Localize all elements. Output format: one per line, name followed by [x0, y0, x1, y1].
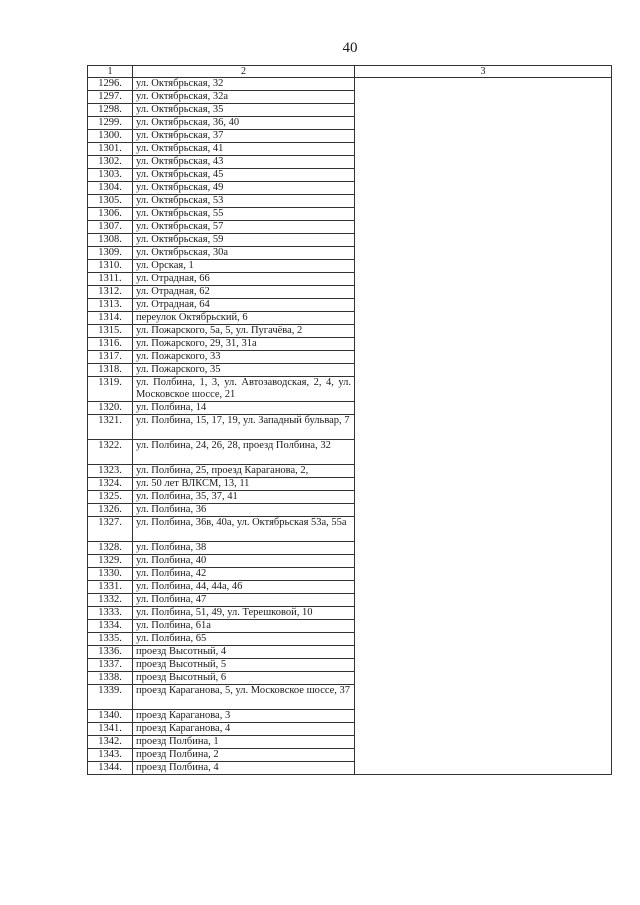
row-address: ул. Октябрьская, 32 — [133, 78, 355, 91]
row-address: ул. Пожарского, 33 — [133, 351, 355, 364]
row-address: ул. Полбина, 44, 44а, 46 — [133, 581, 355, 594]
row-number: 1296. — [88, 78, 133, 91]
row-number: 1301. — [88, 143, 133, 156]
row-number: 1304. — [88, 182, 133, 195]
row-address: ул. Отрадная, 62 — [133, 286, 355, 299]
row-address: ул. Октябрьская, 45 — [133, 169, 355, 182]
row-address: ул. Полбина, 1, 3, ул. Автозаводская, 2, 4, ул. Московское шоссе, 21 — [133, 377, 355, 402]
row-address: ул. Октябрьская, 36, 40 — [133, 117, 355, 130]
row-number: 1339. — [88, 685, 133, 710]
row-number: 1314. — [88, 312, 133, 325]
row-address: ул. Пожарского, 5а, 5, ул. Пугачёва, 2 — [133, 325, 355, 338]
row-address: ул. Полбина, 38 — [133, 542, 355, 555]
row-number: 1333. — [88, 607, 133, 620]
row-number: 1311. — [88, 273, 133, 286]
column-header-address: 2 — [133, 66, 355, 78]
row-address: проезд Высотный, 5 — [133, 659, 355, 672]
row-address: ул. Полбина, 35, 37, 41 — [133, 491, 355, 504]
row-address: ул. Октябрьская, 49 — [133, 182, 355, 195]
row-number: 1330. — [88, 568, 133, 581]
row-number: 1320. — [88, 402, 133, 415]
row-number: 1341. — [88, 723, 133, 736]
row-address: проезд Полбина, 1 — [133, 736, 355, 749]
table-header-row — [88, 66, 612, 78]
row-number: 1329. — [88, 555, 133, 568]
row-address: ул. Октябрьская, 35 — [133, 104, 355, 117]
row-address: ул. Отрадная, 66 — [133, 273, 355, 286]
row-number: 1307. — [88, 221, 133, 234]
page-number: 40 — [342, 40, 358, 56]
row-address: ул. Пожарского, 35 — [133, 364, 355, 377]
row-number: 1317. — [88, 351, 133, 364]
row-number: 1336. — [88, 646, 133, 659]
row-number: 1324. — [88, 478, 133, 491]
row-address: ул. Октябрьская, 57 — [133, 221, 355, 234]
row-address: проезд Караганова, 5, ул. Московское шоссе, 37 — [133, 685, 355, 710]
row-address: ул. Отрадная, 64 — [133, 299, 355, 312]
row-number: 1328. — [88, 542, 133, 555]
row-address: проезд Караганова, 3 — [133, 710, 355, 723]
row-number: 1335. — [88, 633, 133, 646]
row-number: 1309. — [88, 247, 133, 260]
row-address: ул. Октябрьская, 55 — [133, 208, 355, 221]
row-address: ул. Полбина, 61а — [133, 620, 355, 633]
row-address: ул. Полбина, 25, проезд Караганова, 2, — [133, 465, 355, 478]
notes-cell — [355, 78, 612, 775]
row-number: 1327. — [88, 517, 133, 542]
row-number: 1308. — [88, 234, 133, 247]
row-address: ул. Орская, 1 — [133, 260, 355, 273]
row-number: 1326. — [88, 504, 133, 517]
row-number: 1342. — [88, 736, 133, 749]
row-address: ул. Полбина, 36 — [133, 504, 355, 517]
row-number: 1303. — [88, 169, 133, 182]
row-address: проезд Караганова, 4 — [133, 723, 355, 736]
row-number: 1319. — [88, 377, 133, 402]
row-number: 1344. — [88, 762, 133, 775]
row-number: 1298. — [88, 104, 133, 117]
row-number: 1310. — [88, 260, 133, 273]
row-address: ул. Полбина, 15, 17, 19, ул. Западный бульвар, 7 — [133, 415, 355, 440]
row-address: ул. Полбина, 14 — [133, 402, 355, 415]
row-number: 1300. — [88, 130, 133, 143]
row-number: 1302. — [88, 156, 133, 169]
row-address: ул. Полбина, 24, 26, 28, проезд Полбина, 32 — [133, 440, 355, 465]
row-address: ул. Октябрьская, 41 — [133, 143, 355, 156]
address-table — [87, 65, 612, 775]
row-number: 1331. — [88, 581, 133, 594]
table-body — [88, 78, 612, 775]
row-address: ул. Полбина, 36в, 40а, ул. Октябрьская 53а, 55а — [133, 517, 355, 542]
row-number: 1340. — [88, 710, 133, 723]
row-number: 1343. — [88, 749, 133, 762]
row-number: 1325. — [88, 491, 133, 504]
row-number: 1334. — [88, 620, 133, 633]
row-address: ул. Полбина, 51, 49, ул. Терешковой, 10 — [133, 607, 355, 620]
row-address: ул. 50 лет ВЛКСМ, 13, 11 — [133, 478, 355, 491]
row-address: ул. Октябрьская, 53 — [133, 195, 355, 208]
row-address: ул. Октябрьская, 30а — [133, 247, 355, 260]
row-number: 1315. — [88, 325, 133, 338]
column-header-number: 1 — [88, 66, 133, 78]
row-number: 1323. — [88, 465, 133, 478]
row-number: 1338. — [88, 672, 133, 685]
row-number: 1312. — [88, 286, 133, 299]
row-number: 1305. — [88, 195, 133, 208]
row-address: ул. Октябрьская, 43 — [133, 156, 355, 169]
row-address: проезд Полбина, 2 — [133, 749, 355, 762]
row-address: ул. Октябрьская, 32а — [133, 91, 355, 104]
row-number: 1297. — [88, 91, 133, 104]
row-number: 1306. — [88, 208, 133, 221]
row-address: проезд Высотный, 6 — [133, 672, 355, 685]
row-address: проезд Полбина, 4 — [133, 762, 355, 775]
row-address: ул. Октябрьская, 37 — [133, 130, 355, 143]
row-number: 1337. — [88, 659, 133, 672]
row-number: 1313. — [88, 299, 133, 312]
row-address: ул. Полбина, 40 — [133, 555, 355, 568]
row-address: ул. Пожарского, 29, 31, 31а — [133, 338, 355, 351]
row-address: переулок Октябрьский, 6 — [133, 312, 355, 325]
column-header-notes: 3 — [355, 66, 612, 78]
row-number: 1318. — [88, 364, 133, 377]
row-number: 1332. — [88, 594, 133, 607]
row-address: ул. Полбина, 47 — [133, 594, 355, 607]
row-number: 1316. — [88, 338, 133, 351]
row-address: ул. Полбина, 65 — [133, 633, 355, 646]
row-address: ул. Октябрьская, 59 — [133, 234, 355, 247]
table-row — [88, 78, 612, 91]
row-number: 1322. — [88, 440, 133, 465]
row-address: проезд Высотный, 4 — [133, 646, 355, 659]
row-number: 1321. — [88, 415, 133, 440]
row-address: ул. Полбина, 42 — [133, 568, 355, 581]
row-number: 1299. — [88, 117, 133, 130]
